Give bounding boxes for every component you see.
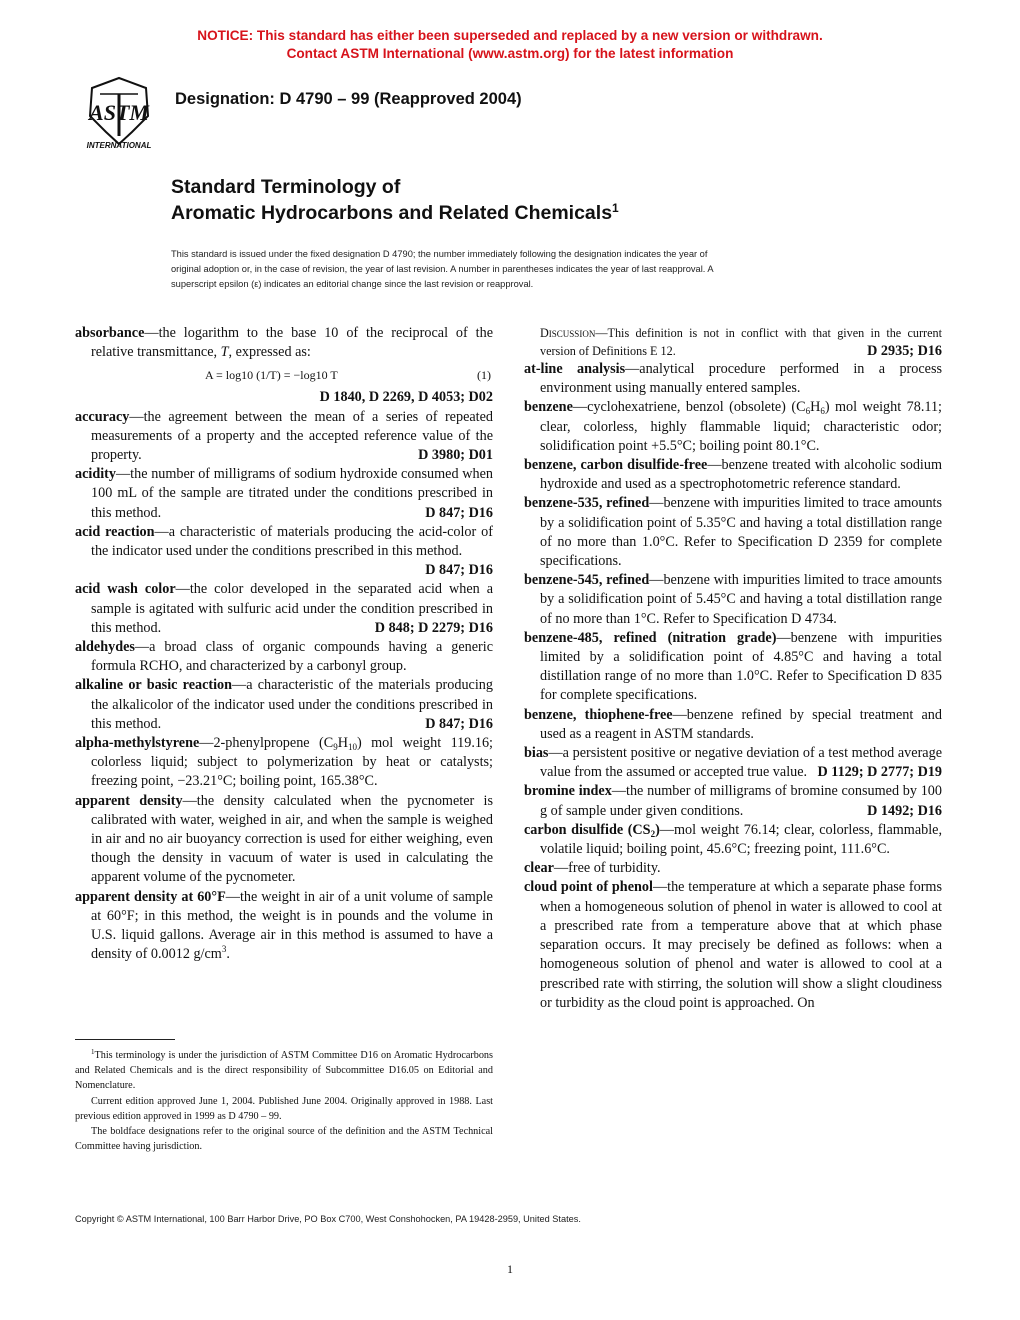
copyright-line: Copyright © ASTM International, 100 Barr Harbor Drive, PO Box C700, West Conshohocken, PA 19428-2959, United States. xyxy=(75,1214,581,1224)
definition-end: . xyxy=(226,946,230,963)
title-footnote-mark: 1 xyxy=(612,201,619,215)
entry-acid-reaction xyxy=(75,523,493,581)
subscript: 6 xyxy=(820,406,825,417)
term xyxy=(524,822,660,838)
term: acidity xyxy=(75,466,116,483)
equation-text: A = log10 (1/T) = −log10 T xyxy=(205,368,338,383)
definition-part: ) mol weight 119.16; colorless liquid; subject to polymerization by heat or catalysts; freezing point, −23.21°C; boiling point, 165.38°C. xyxy=(91,735,493,790)
entry-bias xyxy=(524,744,942,782)
equation-number: (1) xyxy=(477,368,491,383)
term: aldehydes xyxy=(75,639,135,656)
term: clear xyxy=(524,860,554,877)
equation-1 xyxy=(75,362,493,388)
term: cloud point of phenol xyxy=(524,879,653,896)
term: at-line analysis xyxy=(524,361,626,377)
term: acid reaction xyxy=(75,523,155,540)
footnote-3: The boldface designations refer to the original source of the definition and the ASTM Technical Committee having jurisdiction. xyxy=(75,1126,493,1153)
entry-benzene xyxy=(524,398,942,456)
entry-cloud-point-of-phenol xyxy=(524,878,942,1012)
issuance-line-2: original adoption or, in the case of revision, the year of last revision. A number in parentheses indicates the year of last reapproval. A xyxy=(171,263,714,274)
right-column xyxy=(524,324,942,1013)
entry-apparent-density xyxy=(75,792,493,888)
term-part: ) xyxy=(655,821,660,838)
discussion-text: —This definition is not in conflict with that given in the current version of Definitions E 12. xyxy=(540,326,942,358)
entry-bromine-index xyxy=(524,782,942,820)
logo-subtext: INTERNATIONAL xyxy=(86,141,152,150)
definition: —benzene with impurities limited to trace amounts by a solidification point of 5.35°C and having a total distillation range of no more than 1.0°C. Refer to Specification D 2359 for complete specifications. xyxy=(540,495,942,570)
definition-part: ) mol weight 78.11; clear, colorless, highly flammable liquid; characteristic odor; solidification point +5.5°C; boiling point 80.1°C. xyxy=(540,399,942,454)
reference: D 1129; D 2777; D19 xyxy=(817,764,942,781)
astm-logo xyxy=(76,74,162,150)
title-line-2: Aromatic Hydrocarbons and Related Chemicals xyxy=(171,202,613,224)
issuance-line-3: superscript epsilon (ε) indicates an editorial change since the last revision or reapproval. xyxy=(171,278,534,289)
reference: D 3980; D01 xyxy=(418,447,493,464)
page-number: 1 xyxy=(507,1262,513,1276)
issuance-statement xyxy=(171,247,848,291)
superscript: 3 xyxy=(221,944,227,955)
entry-apparent-density-60f xyxy=(75,888,493,965)
definition: —free of turbidity. xyxy=(553,860,661,877)
reference: D 848; D 2279; D16 xyxy=(374,619,493,636)
footnotes xyxy=(75,1048,493,1154)
reference: D 847; D16 xyxy=(425,715,493,732)
footnote-text: This terminology is under the jurisdiction of ASTM Committee D16 on Aromatic Hydrocarbons and Related Chemicals and is the direct responsibility of Subcommittee D16.05 on Editorial and Nomenclature. xyxy=(75,1050,493,1092)
term: absorbance xyxy=(75,325,145,341)
footnote-1 xyxy=(75,1048,493,1094)
definition: —a broad class of organic compounds having a generic formula RCHO, and characterized by a carbonyl group. xyxy=(91,639,493,675)
discussion-note xyxy=(524,324,942,360)
title-line-1: Standard Terminology of xyxy=(171,176,401,198)
definition-part: —2-phenylpropene (C xyxy=(199,735,334,752)
definition-part: —cyclohexatriene, benzol (obsolete) (C xyxy=(572,399,806,416)
term: alkaline or basic reaction xyxy=(75,677,233,694)
definition: —a characteristic of materials producing the acid-color of the indicator used under the conditions prescribed in this method. xyxy=(91,523,493,560)
term: bias xyxy=(524,745,549,762)
definition: —a characteristic of the materials producing the alkalicolor of the indicator used under the conditions prescribed in this method. xyxy=(91,677,493,732)
definition: —benzene treated with alcoholic sodium hydroxide and used as a spectrophotometric reference standard. xyxy=(540,457,942,493)
entry-accuracy xyxy=(75,408,493,466)
term: benzene, carbon disulfide-free xyxy=(524,457,708,474)
left-column xyxy=(75,324,493,965)
definition: —analytical procedure performed in a process environment using manually entered samples. xyxy=(540,361,942,397)
reference: D 847; D16 xyxy=(425,504,493,521)
reference: D 1492; D16 xyxy=(867,802,942,819)
definition-part: H xyxy=(337,735,348,752)
subscript: 10 xyxy=(347,742,357,753)
reference: D 847; D16 xyxy=(425,562,493,579)
term: benzene-535, refined xyxy=(524,495,650,512)
entry-aldehydes xyxy=(75,638,493,676)
term: benzene xyxy=(524,399,573,416)
definition-end: , expressed as: xyxy=(228,344,311,361)
designation: Designation: D 4790 – 99 (Reapproved 2004) xyxy=(175,90,522,108)
entry-benzene-535 xyxy=(524,494,942,571)
entry-benzene-485 xyxy=(524,629,942,706)
variable: T xyxy=(220,344,229,361)
term: benzene, thiophene-free xyxy=(524,706,673,723)
definition: —the temperature at which a separate phase forms when a homogeneous solution of phenol in water is allowed to cool at a prescribed rate from a temperature above that at which phase separation occurs. It may precisely be defined as follows: when a homogeneous solution of phenol and water is allowed to cool at a prescribed rate with stirring, the solution will show a slight cloudiness or turbidity as the cloud point is approached. On xyxy=(540,879,942,1011)
definition: —benzene with impurities limited by a solidification point of 4.85°C and having a total distillation range of no more than 1.0°C. Refer to Specification D 835 for complete specifications. xyxy=(540,629,942,704)
subscript: 9 xyxy=(333,742,338,753)
issuance-line-1: This standard is issued under the fixed designation D 4790; the number immediately following the designation indicates the year of xyxy=(171,249,708,259)
absorbance-reference: D 1840, D 2269, D 4053; D02 xyxy=(319,389,493,406)
entry-benzene-thiophene-free xyxy=(524,706,942,744)
entry-benzene-545 xyxy=(524,571,942,629)
term: acid wash color xyxy=(75,581,176,598)
footnote-mark: 1 xyxy=(91,1048,95,1056)
definition: —benzene refined by special treatment and used as a reagent in ASTM standards. xyxy=(540,706,942,742)
logo-text: ASTM xyxy=(89,100,149,125)
withdrawal-notice xyxy=(0,27,1020,63)
entry-benzene-carbon-disulfide-free xyxy=(524,456,942,494)
definition: —the agreement between the mean of a series of repeated measurements of a property and the accepted reference value of the property. xyxy=(91,408,493,464)
definition: —the density calculated when the pycnometer is calibrated with water, weighed in air, and when the sample is weighed in air and no air buoyancy correction is used for either weighing, even though the density in vacuum of water is used in calculating the apparent volume of the pycnometer. xyxy=(91,792,494,886)
definition: —the number of milligrams of bromine consumed by 100 g of sample under given conditions. xyxy=(540,783,942,819)
footnote-divider xyxy=(75,1039,175,1040)
footnote-2: Current edition approved June 1, 2004. Published June 2004. Originally approved in 1988. Last previous edition approved in 1999 as D 4790 – 99. xyxy=(75,1095,493,1122)
entry-alpha-methylstyrene xyxy=(75,734,493,792)
term: alpha-methylstyrene xyxy=(75,735,200,752)
entry-acidity xyxy=(75,465,493,523)
document-title xyxy=(171,174,619,226)
term: apparent density at 60°F xyxy=(75,888,226,905)
term: accuracy xyxy=(75,408,130,425)
entry-clear xyxy=(524,859,942,878)
term: benzene-485, refined (nitration grade) xyxy=(524,629,777,646)
discussion-label: Discussion xyxy=(540,326,596,340)
entry-carbon-disulfide xyxy=(524,821,942,859)
notice-line-2: Contact ASTM International (www.astm.org) for the latest information xyxy=(286,46,734,61)
entry-at-line-analysis xyxy=(524,360,942,398)
definition: —mol weight 76.14; clear, colorless, flammable, volatile liquid; boiling point, 45.6°C; freezing point, 111.6°C. xyxy=(540,821,942,858)
entry-absorbance xyxy=(75,324,493,362)
reference: D 2935; D16 xyxy=(867,343,942,359)
definition: —benzene with impurities limited to trace amounts by a solidification point of 5.45°C and having a total distillation range of no more than 1°C. Refer to Specification D 4734. xyxy=(540,572,942,627)
term: apparent density xyxy=(75,792,183,809)
definition: —the weight in air of a unit volume of sample at 60°F; in this method, the weight is in pounds and the volume in U.S. liquid gallons. Average air in this method is assumed to have a density of 0.0012 g/cm xyxy=(91,888,493,963)
definition: —the color developed in the separated acid when a sample is agitated with sulfuric acid under the condition prescribed in this method. xyxy=(91,581,494,636)
notice-line-1: NOTICE: This standard has either been superseded and replaced by a new version or withdrawn. xyxy=(197,28,823,43)
subscript: 2 xyxy=(650,828,656,839)
term: benzene-545, refined xyxy=(524,572,650,589)
definition: —the number of milligrams of sodium hydroxide consumed when 100 mL of the sample are titrated under the conditions prescribed in this method. xyxy=(91,466,493,521)
term: bromine index xyxy=(524,783,612,800)
definition: —the logarithm to the base 10 of the reciprocal of the relative transmittance, xyxy=(91,325,493,361)
definition-part: H xyxy=(810,399,821,416)
subscript: 6 xyxy=(805,406,811,417)
term-part: carbon disulfide (CS xyxy=(524,821,651,838)
definition: —a persistent positive or negative deviation of a test method average value from the assumed or accepted true value. xyxy=(540,745,942,781)
entry-alkaline-reaction xyxy=(75,676,493,734)
entry-acid-wash-color xyxy=(75,580,493,638)
